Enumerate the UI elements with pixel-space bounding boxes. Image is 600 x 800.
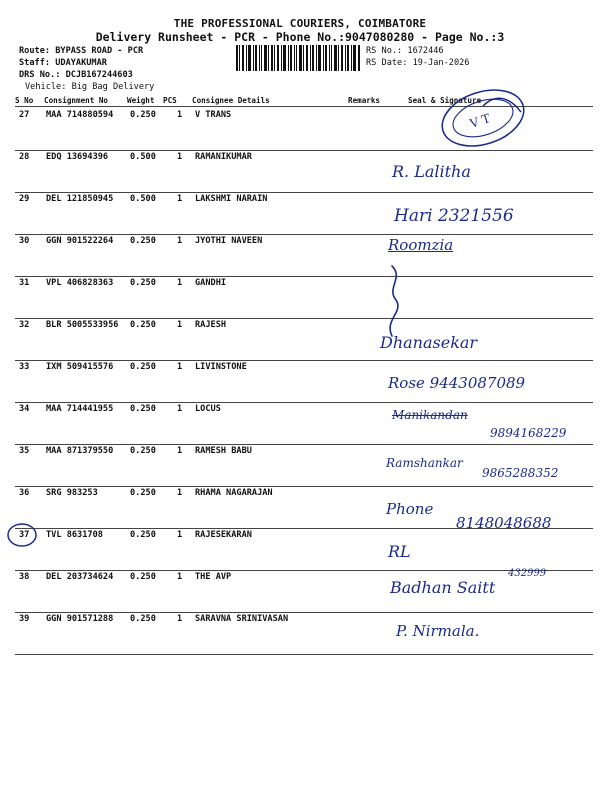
signature-row-28: R. Lalitha — [392, 162, 471, 181]
signature-row-36-phone: 8148048688 — [456, 514, 552, 532]
row-consignment-no: GGN 901522264 — [46, 236, 114, 246]
table-row — [0, 278, 600, 292]
row-consignment-no: MAA 714441955 — [46, 404, 114, 414]
row-consignee: RAMESH BABU — [195, 446, 252, 456]
row-weight: 0.250 — [130, 488, 156, 498]
signature-row-34-phone: 9894168229 — [490, 426, 567, 440]
signature-row-39: P. Nirmala. — [396, 622, 480, 640]
runsheet-title: Delivery Runsheet - PCR - Phone No.:9047080280 - Page No.:3 — [95, 30, 505, 44]
row-divider — [15, 192, 593, 193]
route-label: Route: BYPASS ROAD - PCR — [19, 46, 144, 56]
row-divider — [15, 402, 593, 403]
col-sno: S No — [15, 96, 34, 105]
row-consignment-no: DEL 203734624 — [46, 572, 114, 582]
row-weight: 0.250 — [130, 236, 156, 246]
table-row — [0, 614, 600, 628]
row-weight: 0.250 — [130, 278, 156, 288]
signature-row-34-name: Manikandan — [392, 408, 468, 422]
row-sno: 28 — [19, 152, 30, 162]
row-consignee: GANDHI — [195, 278, 227, 288]
row-consignment-no: MAA 714880594 — [46, 110, 114, 120]
row-consignee: JYOTHI NAVEEN — [195, 236, 263, 246]
row-sno: 33 — [19, 362, 30, 372]
row-divider — [15, 234, 593, 235]
table-row — [0, 530, 600, 544]
row-sno: 35 — [19, 446, 30, 456]
row-divider — [15, 486, 593, 487]
table-row — [0, 236, 600, 250]
row-weight: 0.250 — [130, 614, 156, 624]
row-consignment-no: DEL 121850945 — [46, 194, 114, 204]
row-pcs: 1 — [177, 572, 183, 582]
col-pcs: PCS — [163, 96, 177, 105]
row-pcs: 1 — [177, 278, 183, 288]
row-weight: 0.250 — [130, 530, 156, 540]
col-consignee: Consignee Details — [192, 96, 270, 105]
row-weight: 0.250 — [130, 446, 156, 456]
row-consignment-no: EDQ 13694396 — [46, 152, 109, 162]
signature-row-38-number: 432999 — [508, 568, 547, 579]
table-row — [0, 320, 600, 334]
signature-row-35-phone: 9865288352 — [482, 466, 559, 480]
row-weight: 0.250 — [130, 572, 156, 582]
row-sno: 31 — [19, 278, 30, 288]
row-consignee: LAKSHMI NARAIN — [195, 194, 268, 204]
signature-row-29: Hari 2321556 — [394, 206, 514, 226]
row-pcs: 1 — [177, 236, 183, 246]
col-remarks: Remarks — [348, 96, 381, 105]
barcode — [236, 45, 360, 71]
signature-row-32: Dhanasekar — [380, 333, 478, 352]
row-consignment-no: GGN 901571288 — [46, 614, 114, 624]
row-consignee: RAMANIKUMAR — [195, 152, 252, 162]
signature-row-35-name: Ramshankar — [386, 456, 463, 470]
circle-mark-row-37 — [4, 520, 40, 550]
row-weight: 0.250 — [130, 404, 156, 414]
table-row — [0, 404, 600, 418]
row-pcs: 1 — [177, 404, 183, 414]
row-consignee: THE AVP — [195, 572, 232, 582]
row-consignment-no: BLR 5005533956 — [46, 320, 119, 330]
drs-label: DRS No.: DCJB167244603 — [19, 70, 133, 80]
row-consignee: RAJESH — [195, 320, 227, 330]
row-consignee: LOCUS — [195, 404, 221, 414]
row-pcs: 1 — [177, 488, 183, 498]
row-consignee: SARAVNA SRINIVASAN — [195, 614, 289, 624]
signature-row-36-name: Phone — [386, 500, 434, 518]
rs-date: RS Date: 19-Jan-2026 — [366, 58, 470, 68]
row-pcs: 1 — [177, 152, 183, 162]
row-consignee: RAJESEKARAN — [195, 530, 252, 540]
row-consignment-no: SRG 983253 — [46, 488, 98, 498]
row-sno: 29 — [19, 194, 30, 204]
row-weight: 0.500 — [130, 194, 156, 204]
row-divider — [15, 318, 593, 319]
row-pcs: 1 — [177, 530, 183, 540]
staff-label: Staff: UDAYAKUMAR — [19, 58, 107, 68]
table-row — [0, 446, 600, 460]
row-pcs: 1 — [177, 320, 183, 330]
row-consignment-no: IXM 509415576 — [46, 362, 114, 372]
row-sno: 37 — [19, 530, 30, 540]
signature-row-30: Roomzia — [388, 236, 454, 254]
row-pcs: 1 — [177, 110, 183, 120]
row-divider — [15, 444, 593, 445]
row-consignment-no: TVL 8631708 — [46, 530, 103, 540]
row-weight: 0.250 — [130, 110, 156, 120]
vehicle-label: Vehicle: Big Bag Delivery — [25, 82, 155, 92]
company-title: THE PROFESSIONAL COURIERS, COIMBATORE — [173, 17, 427, 30]
row-weight: 0.250 — [130, 320, 156, 330]
signature-row-37: RL — [388, 542, 411, 561]
signature-bracket-31 — [378, 262, 408, 342]
row-consignee: V TRANS — [195, 110, 232, 120]
row-consignment-no: MAA 871379550 — [46, 446, 114, 456]
row-sno: 27 — [19, 110, 30, 120]
row-pcs: 1 — [177, 614, 183, 624]
row-sno: 34 — [19, 404, 30, 414]
table-row — [0, 488, 600, 502]
col-consignment: Consignment No — [44, 96, 109, 105]
row-divider — [15, 612, 593, 613]
row-sno: 36 — [19, 488, 30, 498]
row-divider — [15, 276, 593, 277]
row-pcs: 1 — [177, 446, 183, 456]
row-divider — [15, 360, 593, 361]
row-weight: 0.250 — [130, 362, 156, 372]
row-consignee: RHAMA NAGARAJAN — [195, 488, 273, 498]
row-weight: 0.500 — [130, 152, 156, 162]
row-consignee: LIVINSTONE — [195, 362, 247, 372]
col-weight: Weight — [127, 96, 155, 105]
col-seal-signature: Seal & Signature — [408, 96, 482, 105]
row-sno: 30 — [19, 236, 30, 246]
row-sno: 38 — [19, 572, 30, 582]
rs-number: RS No.: 1672446 — [366, 46, 444, 56]
signature-row-33: Rose 9443087089 — [388, 374, 526, 392]
row-divider — [15, 570, 593, 571]
row-pcs: 1 — [177, 362, 183, 372]
row-sno: 32 — [19, 320, 30, 330]
svg-text:V T: V T — [468, 111, 492, 131]
row-pcs: 1 — [177, 194, 183, 204]
company-stamp — [425, 84, 545, 156]
signature-row-38: Badhan Saitt — [390, 578, 496, 597]
row-divider — [15, 654, 593, 655]
row-consignment-no: VPL 406828363 — [46, 278, 114, 288]
row-sno: 39 — [19, 614, 30, 624]
